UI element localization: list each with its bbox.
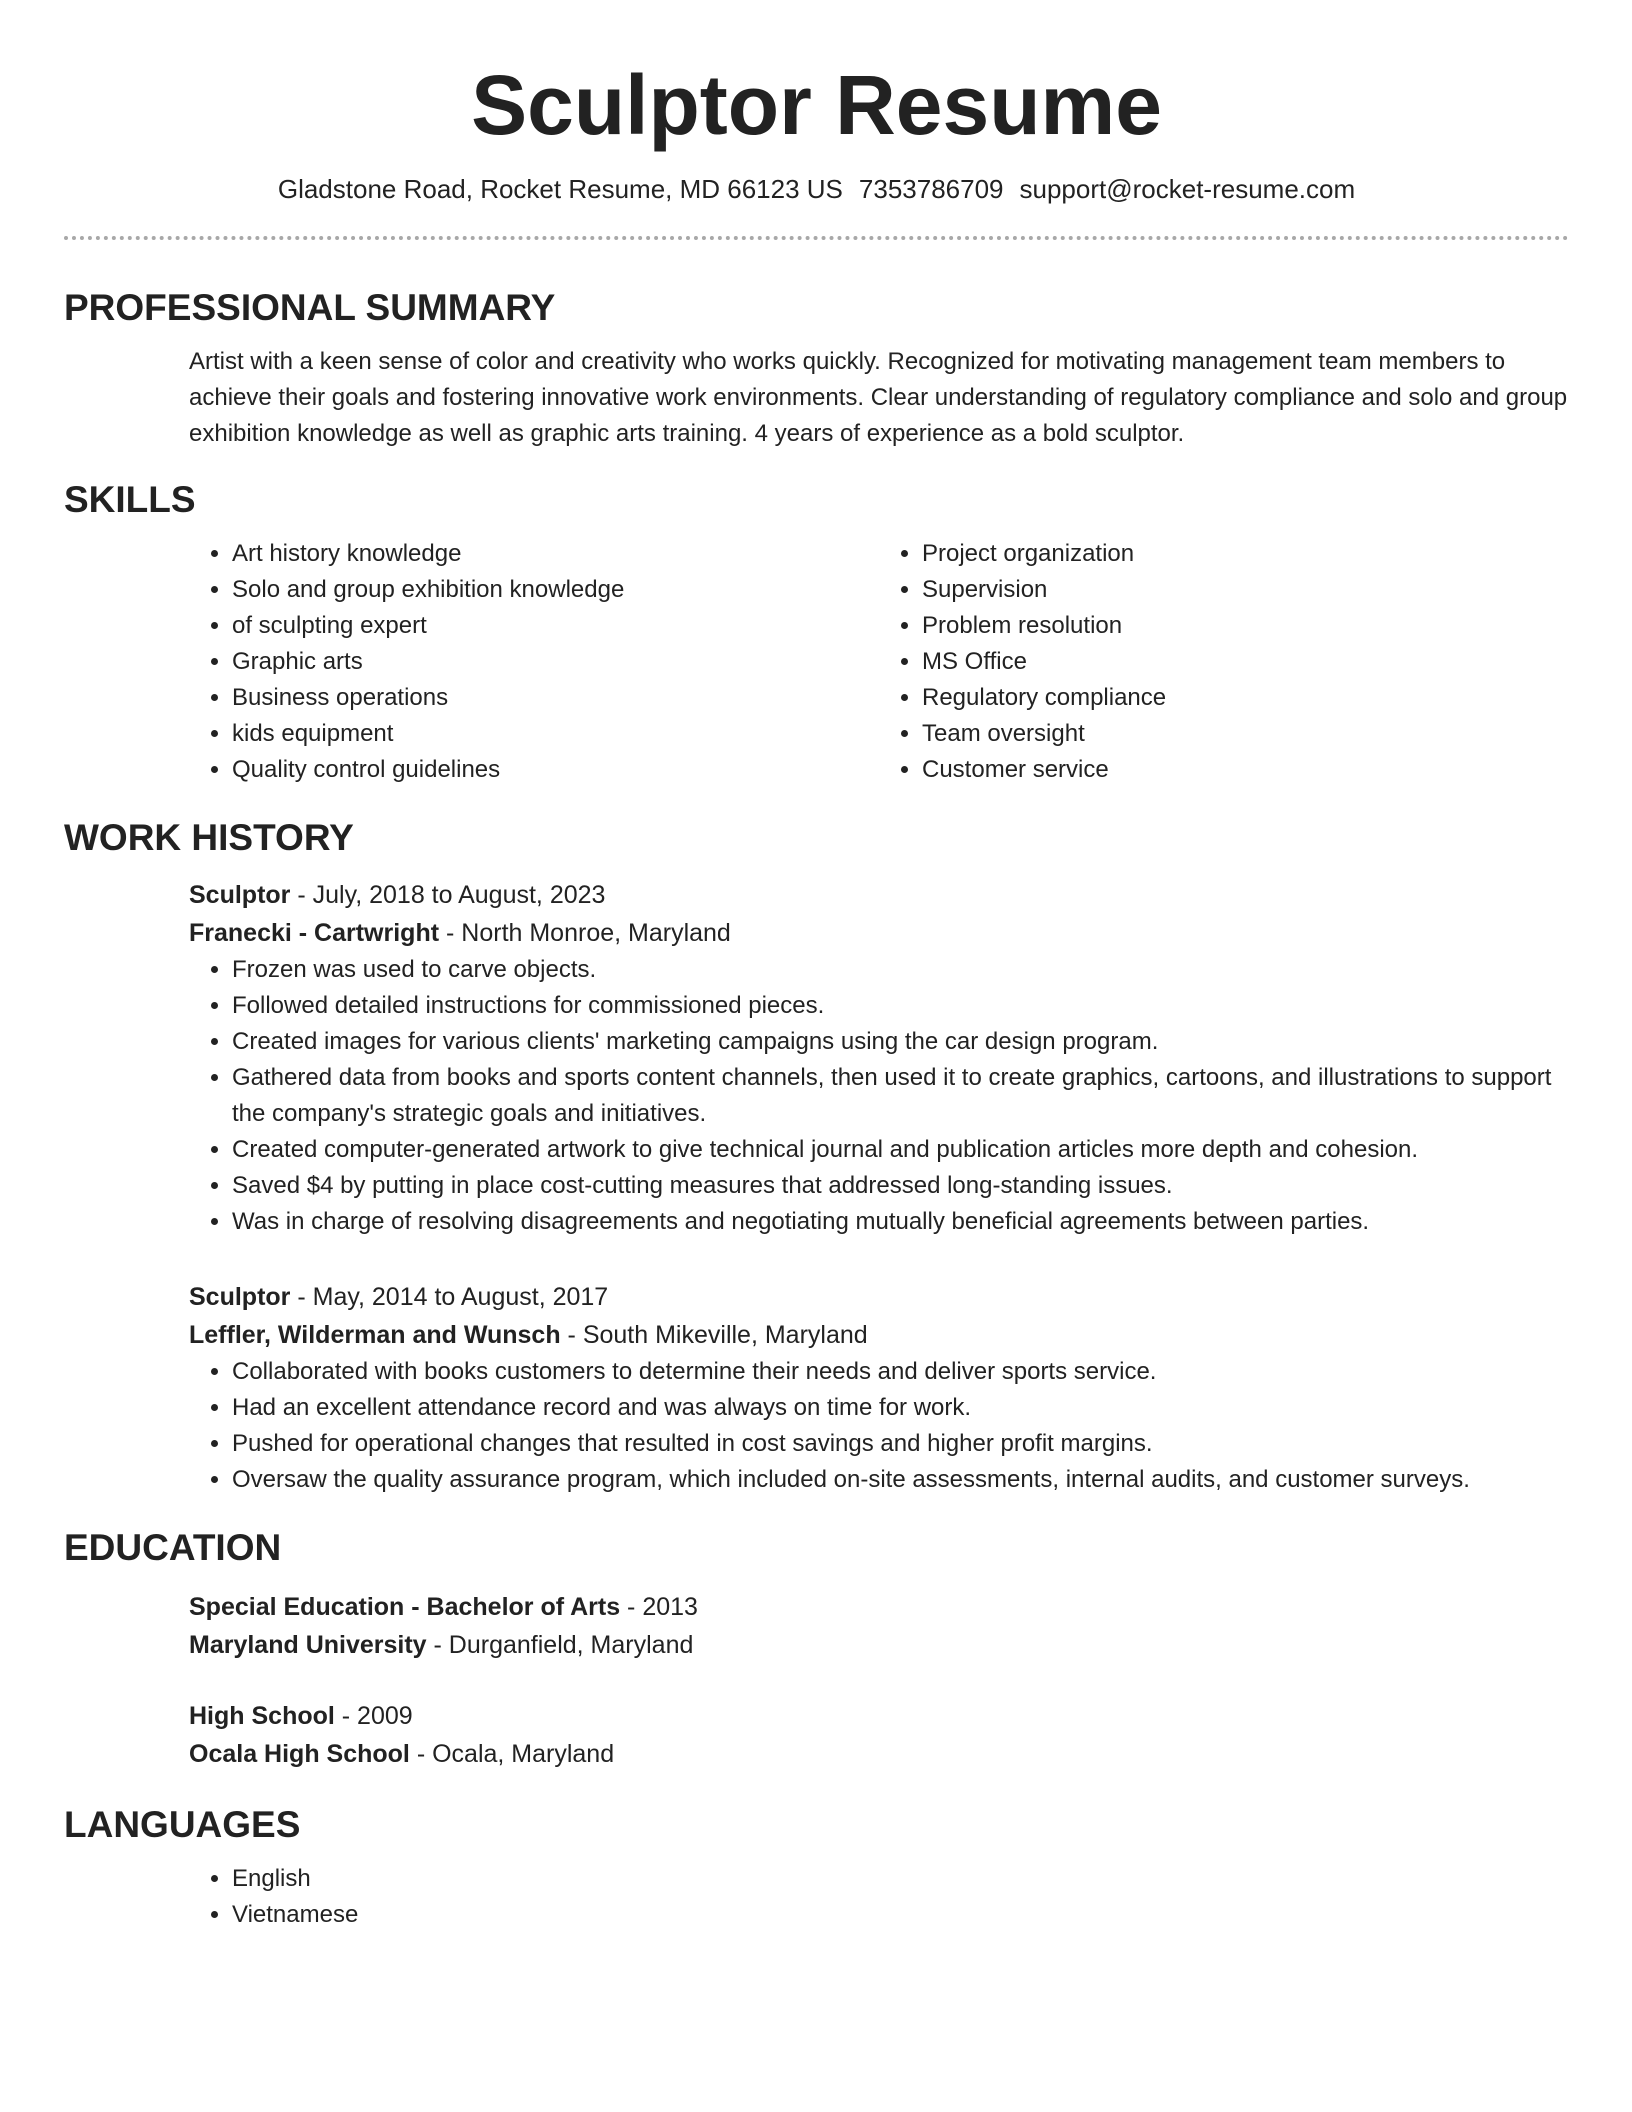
contact-email: support@rocket-resume.com xyxy=(1019,174,1356,204)
skill-item: • Business operations xyxy=(232,680,879,716)
skill-item: • Customer service xyxy=(922,752,1569,788)
contact-line xyxy=(64,172,1569,206)
languages-heading: LANGUAGES xyxy=(64,1804,301,1845)
summary-text: Artist with a keen sense of color and creativity who works quickly. Recognized for motivating management team members to achieve their goals and fostering innovative work environments. Clear understanding of regulatory compliance and solo and group exhibition knowledge as well as graphic arts training. 4 years of experience as a bold sculptor. xyxy=(189,348,1568,447)
job-bullets xyxy=(189,952,1569,1240)
skill-item: • Project organization xyxy=(922,536,1569,572)
work-history xyxy=(189,876,1569,1498)
job-bullet: • Created images for various clients' marketing campaigns using the car design program. xyxy=(232,1024,1569,1060)
job-location: - North Monroe, Maryland xyxy=(439,919,731,947)
job-bullet: • Followed detailed instructions for commissioned pieces. xyxy=(232,988,1569,1024)
skill-item: • Quality control guidelines xyxy=(232,752,879,788)
job-bullet: • Pushed for operational changes that resulted in cost savings and higher profit margins. xyxy=(232,1426,1569,1462)
job-bullet: • Frozen was used to carve objects. xyxy=(232,952,1569,988)
job-title: Sculptor xyxy=(189,1283,291,1311)
job-title-line xyxy=(189,876,1569,914)
school: Ocala High School xyxy=(189,1740,410,1768)
job-dates: - May, 2014 to August, 2017 xyxy=(290,1283,609,1311)
languages-list xyxy=(189,1861,1569,1933)
languages xyxy=(189,1861,1569,1933)
job-bullet: • Collaborated with books customers to determine their needs and deliver sports service. xyxy=(232,1354,1569,1390)
skill-item: • Supervision xyxy=(922,572,1569,608)
graduation-year: - 2009 xyxy=(334,1702,413,1730)
degree-line xyxy=(189,1588,1569,1626)
job-location: - South Mikeville, Maryland xyxy=(560,1321,868,1349)
header-divider xyxy=(64,236,1569,240)
language-item: • Vietnamese xyxy=(232,1897,1569,1933)
job-company-line xyxy=(189,1316,1569,1354)
degree: Special Education - Bachelor of Arts xyxy=(189,1593,621,1621)
job-entry xyxy=(189,876,1569,1240)
job-bullet: • Oversaw the quality assurance program, which included on-site assessments, internal audits, and customer surveys. xyxy=(232,1462,1569,1498)
skill-item: • Art history knowledge xyxy=(232,536,879,572)
education-entry xyxy=(189,1697,1569,1773)
job-title-line xyxy=(189,1278,1569,1316)
graduation-year: - 2013 xyxy=(620,1593,698,1621)
job-bullet: • Had an excellent attendance record and was always on time for work. xyxy=(232,1390,1569,1426)
job-bullets xyxy=(189,1354,1569,1498)
job-bullet: • Gathered data from books and sports content channels, then used it to create graphics, cartoons, and illustrations to support the company's strategic goals and initiatives. xyxy=(232,1060,1569,1132)
language-item: • English xyxy=(232,1861,1569,1897)
school-location: - Durganfield, Maryland xyxy=(426,1631,694,1659)
contact-address: Gladstone Road, Rocket Resume, MD 66123 US xyxy=(277,174,843,204)
education xyxy=(189,1588,1569,1773)
summary-heading: PROFESSIONAL SUMMARY xyxy=(64,287,556,328)
education-entry xyxy=(189,1588,1569,1664)
skill-item: • MS Office xyxy=(922,644,1569,680)
job-bullet: • Created computer-generated artwork to give technical journal and publication articles more depth and cohesion. xyxy=(232,1132,1569,1168)
skills-list-left xyxy=(189,536,879,788)
skill-item: • kids equipment xyxy=(232,716,879,752)
education-heading: EDUCATION xyxy=(64,1527,282,1568)
resume-title: Sculptor Resume xyxy=(471,58,1162,152)
contact-phone: 7353786709 xyxy=(858,174,1004,204)
school-location: - Ocala, Maryland xyxy=(409,1740,615,1768)
job-dates: - July, 2018 to August, 2023 xyxy=(290,881,606,909)
skill-item: • Solo and group exhibition knowledge xyxy=(232,572,879,608)
degree-line xyxy=(189,1697,1569,1735)
job-entry xyxy=(189,1278,1569,1498)
school: Maryland University xyxy=(189,1631,427,1659)
degree: High School xyxy=(189,1702,335,1730)
skill-item: • Team oversight xyxy=(922,716,1569,752)
skill-item: • Graphic arts xyxy=(232,644,879,680)
skill-item: • Problem resolution xyxy=(922,608,1569,644)
job-company: Leffler, Wilderman and Wunsch xyxy=(189,1321,561,1349)
job-company: Franecki - Cartwright xyxy=(189,919,440,947)
skill-item: • of sculpting expert xyxy=(232,608,879,644)
skills-heading: SKILLS xyxy=(64,479,196,520)
work-history-heading: WORK HISTORY xyxy=(64,817,354,858)
skills-list-right xyxy=(879,536,1569,788)
job-bullet: • Was in charge of resolving disagreements and negotiating mutually beneficial agreements between parties. xyxy=(232,1204,1569,1240)
skills-grid xyxy=(189,536,1569,788)
skill-item: • Regulatory compliance xyxy=(922,680,1569,716)
job-company-line xyxy=(189,914,1569,952)
job-title: Sculptor xyxy=(189,881,291,909)
job-bullet: • Saved $4 by putting in place cost-cutting measures that addressed long-standing issues. xyxy=(232,1168,1569,1204)
school-line xyxy=(189,1626,1569,1664)
school-line xyxy=(189,1735,1569,1773)
